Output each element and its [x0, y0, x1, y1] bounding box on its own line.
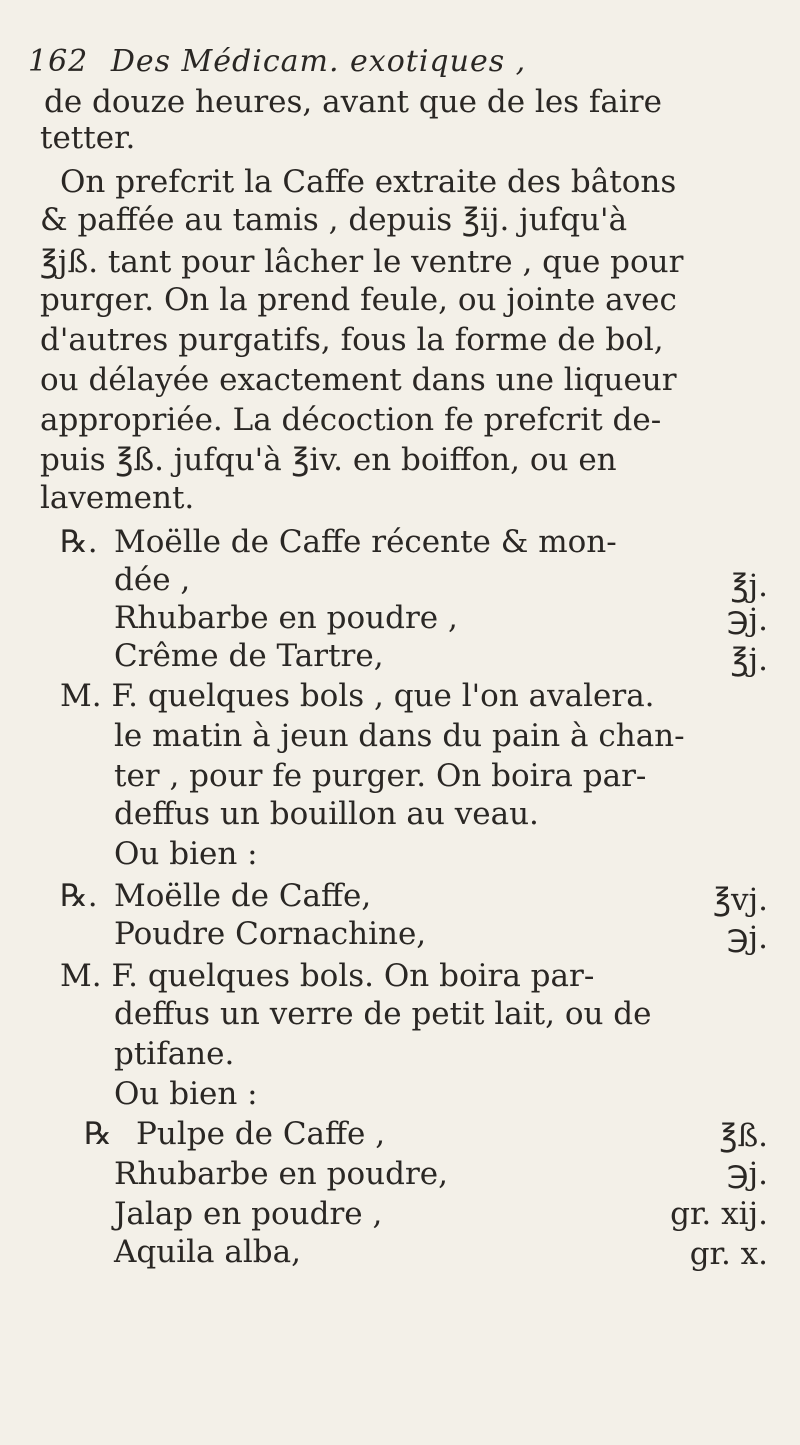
- instruction-line: ter , pour fe purger. On boira par-: [114, 758, 647, 794]
- dose: ℥j.: [730, 642, 768, 678]
- alternative-label: Ou bien :: [114, 1076, 258, 1112]
- text-line: tetter.: [40, 120, 136, 156]
- ingredient: dée ,: [114, 562, 191, 598]
- text-line: purger. On la prend feule, ou jointe avec: [40, 282, 677, 318]
- instruction-line: ptifane.: [114, 1036, 235, 1072]
- running-header: [28, 44, 788, 79]
- text-line: ou délayée exactement dans une liqueur: [40, 362, 677, 398]
- ingredient: Rhubarbe en poudre ,: [114, 600, 458, 636]
- dose: ℈j.: [726, 602, 768, 638]
- dose: ℥ß.: [719, 1118, 768, 1154]
- instruction-line: deffus un verre de petit lait, ou de: [114, 996, 652, 1032]
- text-line: On prefcrit la Caffe extraite des bâtons: [60, 164, 677, 200]
- text-line: appropriée. La décoction fe prefcrit de-: [40, 402, 662, 438]
- running-title: Des Médicam. exotiques ,: [110, 44, 527, 79]
- ingredient: Rhubarbe en poudre,: [114, 1156, 448, 1192]
- text-line: & paffée au tamis , depuis ℥ij. jufqu'à: [40, 202, 628, 238]
- ingredient: Aquila alba,: [114, 1234, 301, 1270]
- dose: ℈j.: [726, 1156, 768, 1192]
- ingredient: Pulpe de Caffe ,: [136, 1116, 386, 1152]
- instruction-line: M. F. quelques bols , que l'on avalera.: [60, 678, 655, 714]
- instruction-line: le matin à jeun dans du pain à chan-: [114, 718, 685, 754]
- dose: ℥vj.: [713, 882, 768, 918]
- text-line: lavement.: [40, 480, 195, 516]
- recipe-symbol: ℞: [84, 1116, 112, 1152]
- ingredient: Crême de Tartre,: [114, 638, 384, 674]
- dose: ℈j.: [726, 920, 768, 956]
- text-line: ℥jß. tant pour lâcher le ventre , que pour: [40, 244, 684, 280]
- page-number: 162: [28, 44, 89, 79]
- ingredient: Poudre Cornachine,: [114, 916, 427, 952]
- text-line: d'autres purgatifs, fous la forme de bol,: [40, 322, 664, 358]
- ingredient: Moëlle de Caffe récente & mon-: [114, 524, 617, 560]
- dose: gr. xij.: [670, 1196, 768, 1232]
- text-line: puis ℥ß. jufqu'à ℥iv. en boiffon, ou en: [40, 442, 617, 478]
- ingredient: Moëlle de Caffe,: [114, 878, 372, 914]
- dose: gr. x.: [689, 1236, 768, 1272]
- instruction-line: M. F. quelques bols. On boira par-: [60, 958, 595, 994]
- alternative-label: Ou bien :: [114, 836, 258, 872]
- instruction-line: deffus un bouillon au veau.: [114, 796, 539, 832]
- dose: ℥j.: [730, 568, 768, 604]
- recipe-symbol: ℞.: [60, 878, 98, 914]
- recipe-symbol: ℞.: [60, 524, 98, 560]
- text-line: de douze heures, avant que de les faire: [44, 84, 662, 120]
- ingredient: Jalap en poudre ,: [114, 1196, 383, 1232]
